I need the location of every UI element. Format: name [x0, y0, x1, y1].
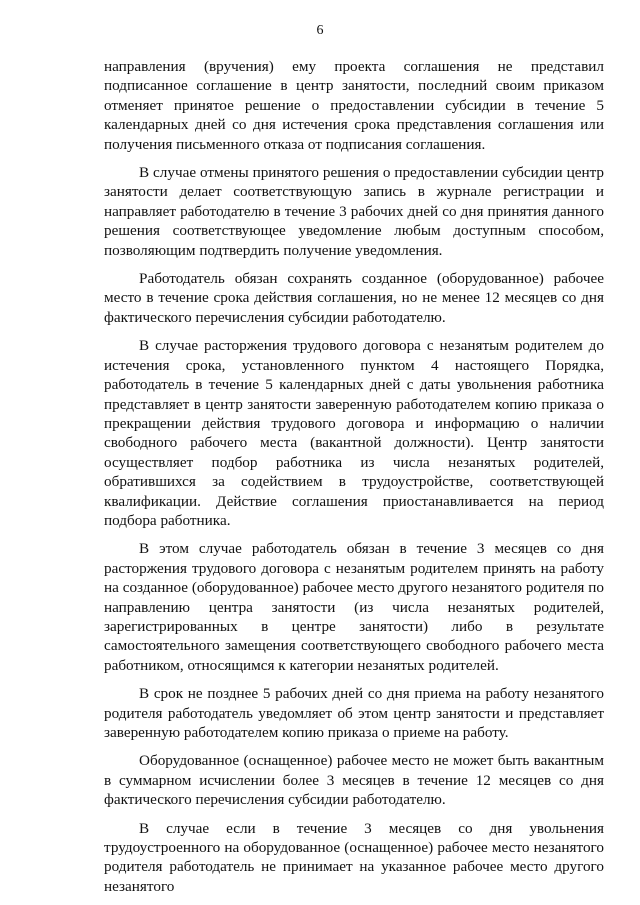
paragraph-6: В срок не позднее 5 рабочих дней со дня приема на работу незанятого родителя работодатель уведомляет об этом центр занятости и представляет заверенную работодателем копию приказа о приеме на работу.: [104, 685, 604, 741]
page-number: 6: [316, 23, 324, 38]
paragraph-3: Работодатель обязан сохранять созданное (оборудованное) рабочее место в течение срока действия соглашения, но не менее 12 месяцев со дня фактического перечисления субсидии работодателю.: [104, 270, 604, 326]
paragraph-2: В случае отмены принятого решения о предоставлении субсидии центр занятости делает соответствующую запись в журнале регистрации и направляет работодателю в течение 3 рабочих дней со дня принятия данного решения соответствующее уведомление любым доступным способом, позволяющим подтвердить получение уведомления.: [104, 164, 604, 259]
paragraph-5: В этом случае работодатель обязан в течение 3 месяцев со дня расторжения трудового договора с незанятым родителем принять на работу на созданное (оборудованное) рабочее место другого незанятого родителя по направлению центра занятости (из числа незанятых родителей, зарегистрированных в центре занятости) либо в результате самостоятельного замещения соответствующего свободного рабочего места работником, относящимся к категории незанятых родителей.: [104, 540, 604, 674]
document-body: [104, 57, 604, 896]
paragraph-8: В случае если в течение 3 месяцев со дня увольнения трудоустроенного на оборудованное (оснащенное) рабочее место незанятого родителя работодатель не принимает на указанное рабочее место другого незанятого: [104, 819, 604, 895]
paragraph-4: В случае расторжения трудового договора с незанятым родителем до истечения срока, установленного пунктом 4 настоящего Порядка, работодатель в течение 5 календарных дней с даты увольнения работника представляет в центр занятости заверенную работодателем копию приказа о прекращении действия трудового договора и информацию о наличии свободного рабочего места (вакантной должности). Центр занятости осуществляет подбор работника из числа незанятых родителей, обратившихся за содействием в трудоустройстве, соответствующей квалификации. Действие соглашения приостанавливается на период подбора работника.: [104, 337, 604, 529]
paragraph-1: направления (вручения) ему проекта соглашения не представил подписанное соглашение в центр занятости, последний своим приказом отменяет принятое решение о предоставлении субсидии в течение 5 календарных дней со дня истечения срока представления соглашения или получения письменного отказа от подписания соглашения.: [104, 58, 604, 153]
paragraph-7: Оборудованное (оснащенное) рабочее место не может быть вакантным в суммарном исчислении более 3 месяцев в течение 12 месяцев со дня фактического перечисления субсидии работодателю.: [104, 752, 604, 809]
